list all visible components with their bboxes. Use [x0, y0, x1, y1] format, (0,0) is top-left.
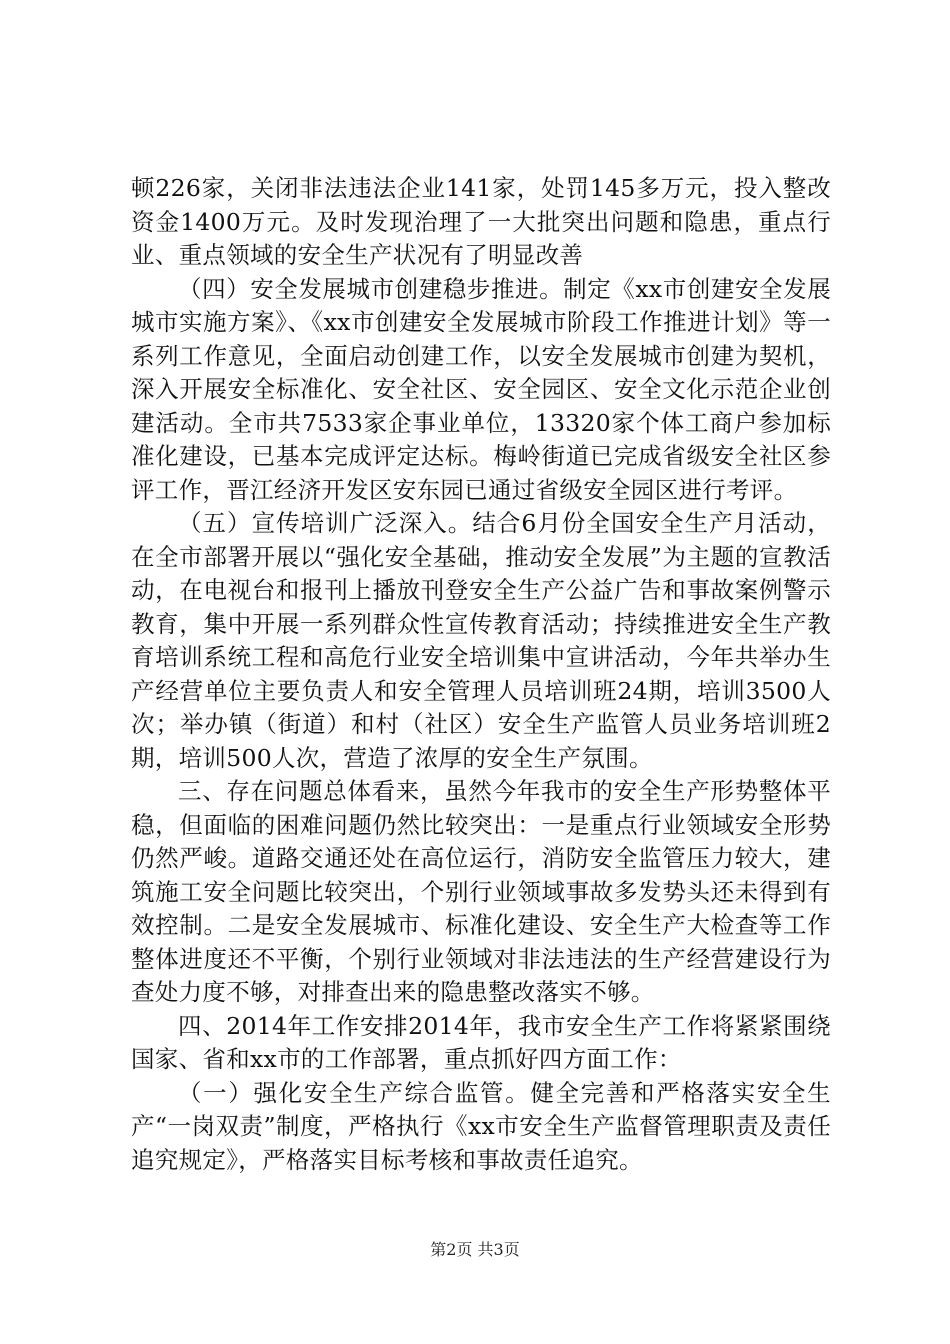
- paragraph-section-5: （五）宣传培训广泛深入。结合6月份全国安全生产月活动，在全市部署开展以“强化安全基础，推动安全发展”为主题的宣教活动，在电视台和报刊上播放刊登安全生产公益广告和事故案例警示教育，集中开展一系列群众性宣传教育活动；持续推进安全生产教育培训系统工程和高危行业安全培训集中宣讲活动，今年共举办生产经营单位主要负责人和安全管理人员培训班24期，培训3500人次；举办镇（街道）和村（社区）安全生产监管人员业务培训班2期，培训500人次，营造了浓厚的安全生产氛围。: [131, 509, 831, 772]
- paragraph-plan-item-1: （一）强化安全生产综合监管。健全完善和严格落实安全生产“一岗双责”制度，严格执行《xx市安全生产监督管理职责及责任追究规定》，严格落实目标考核和事故责任追究。: [131, 1078, 831, 1174]
- page-number-footer: 第2页 共3页: [430, 1240, 520, 1259]
- document-body: [131, 172, 831, 1177]
- paragraph-work-plan: 四、2014年工作安排2014年，我市安全生产工作将紧紧围绕国家、省和xx市的工作部署，重点抓好四方面工作：: [131, 1011, 831, 1073]
- paragraph-problems: 三、存在问题总体看来，虽然今年我市的安全生产形势整体平稳，但面临的困难问题仍然比较突出：一是重点行业领域安全形势仍然严峻。道路交通还处在高位运行，消防安全监管压力较大，建筑施工安全问题比较突出，个别行业领域事故多发势头还未得到有效控制。二是安全发展城市、标准化建设、安全生产大检查等工作整体进度还不平衡，个别行业领域对非法违法的生产经营建设行为查处力度不够，对排查出来的隐患整改落实不够。: [131, 777, 831, 1006]
- paragraph-section-4: （四）安全发展城市创建稳步推进。制定《xx市创建安全发展城市实施方案》、《xx市创建安全发展城市阶段工作推进计划》等一系列工作意见，全面启动创建工作，以安全发展城市创建为契机，深入开展安全标准化、安全社区、安全园区、安全文化示范企业创建活动。全市共7533家企事业单位，13320家个体工商户参加标准化建设，已基本完成评定达标。梅岭街道已完成省级安全社区参评工作，晋江经济开发区安东园已通过省级安全园区进行考评。: [131, 274, 831, 504]
- paragraph-continuation: 顿226家，关闭非法违法企业141家，处罚145多万元，投入整改资金1400万元。及时发现治理了一大批突出问题和隐患，重点行业、重点领域的安全生产状况有了明显改善: [131, 174, 831, 269]
